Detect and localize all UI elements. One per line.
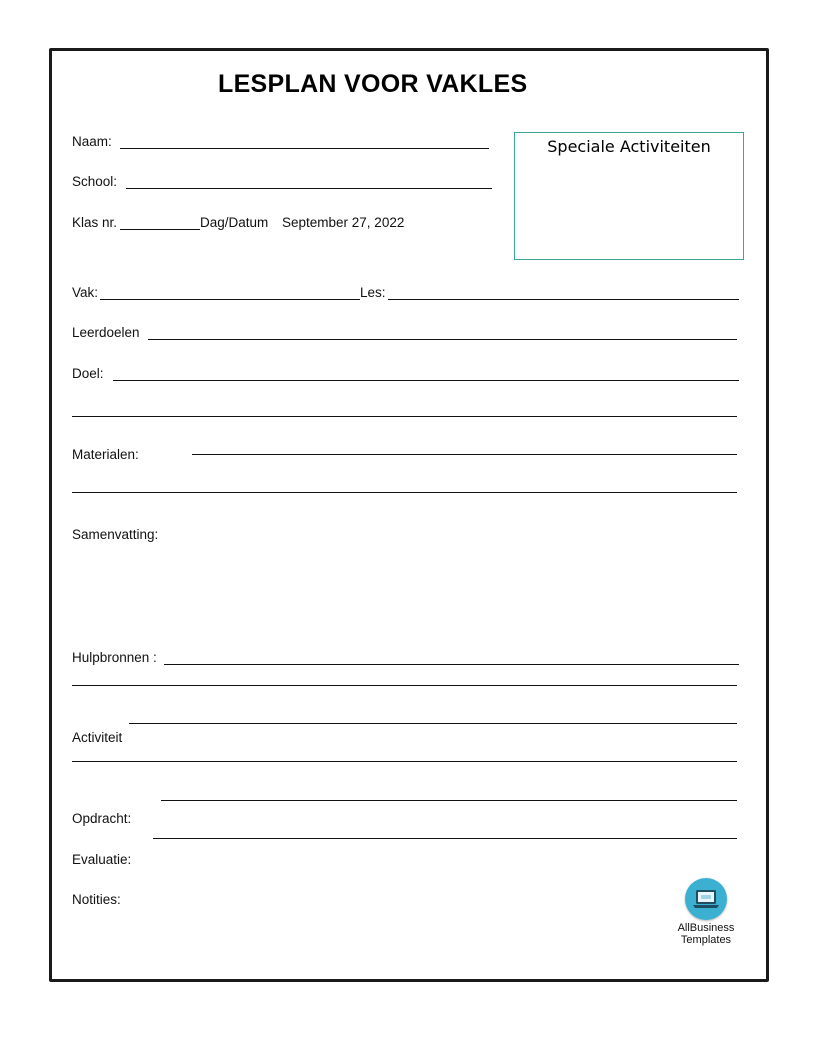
leerdoelen-field[interactable]	[148, 339, 737, 340]
naam-field[interactable]	[120, 148, 489, 149]
vak-field[interactable]	[100, 299, 360, 300]
materialen-field-line-2[interactable]	[72, 492, 737, 493]
date-value[interactable]: September 27, 2022	[282, 215, 405, 230]
hulpbronnen-label: Hulpbronnen :	[72, 650, 157, 665]
logo-line-2: Templates	[680, 934, 732, 946]
hulpbronnen-field-line-2[interactable]	[72, 685, 737, 686]
evaluatie-label: Evaluatie:	[72, 852, 132, 867]
les-label: Les:	[360, 285, 386, 300]
school-field[interactable]	[126, 188, 492, 189]
allbusiness-logo	[670, 878, 742, 946]
activiteit-field[interactable]	[129, 723, 737, 724]
laptop-icon	[685, 878, 727, 920]
opdracht-field[interactable]	[161, 800, 737, 801]
samenvatting-label: Samenvatting:	[72, 527, 159, 542]
materialen-field[interactable]	[192, 454, 737, 455]
klas-field[interactable]	[120, 229, 200, 230]
opdracht-field-line-2[interactable]	[153, 838, 737, 839]
les-field[interactable]	[388, 299, 739, 300]
dag-datum-label: Dag/Datum	[200, 215, 269, 230]
notities-label: Notities:	[72, 892, 121, 907]
klas-label: Klas nr.	[72, 215, 118, 230]
vak-label: Vak:	[72, 285, 99, 300]
special-activities-box[interactable]	[514, 132, 744, 260]
doel-field[interactable]	[113, 380, 739, 381]
leerdoelen-label: Leerdoelen	[72, 325, 140, 340]
opdracht-label: Opdracht:	[72, 811, 132, 826]
school-label: School:	[72, 174, 118, 189]
activiteit-label: Activiteit	[72, 730, 123, 745]
naam-label: Naam:	[72, 134, 112, 149]
activiteit-field-line-2[interactable]	[72, 761, 737, 762]
hulpbronnen-field[interactable]	[164, 664, 739, 665]
page-title: LESPLAN VOOR VAKLES	[218, 70, 528, 98]
logo-line-1: AllBusiness	[677, 922, 735, 934]
doel-field-line-2[interactable]	[72, 416, 737, 417]
materialen-label: Materialen:	[72, 447, 139, 462]
doel-label: Doel:	[72, 366, 104, 381]
special-activities-title: Speciale Activiteiten	[547, 137, 711, 156]
